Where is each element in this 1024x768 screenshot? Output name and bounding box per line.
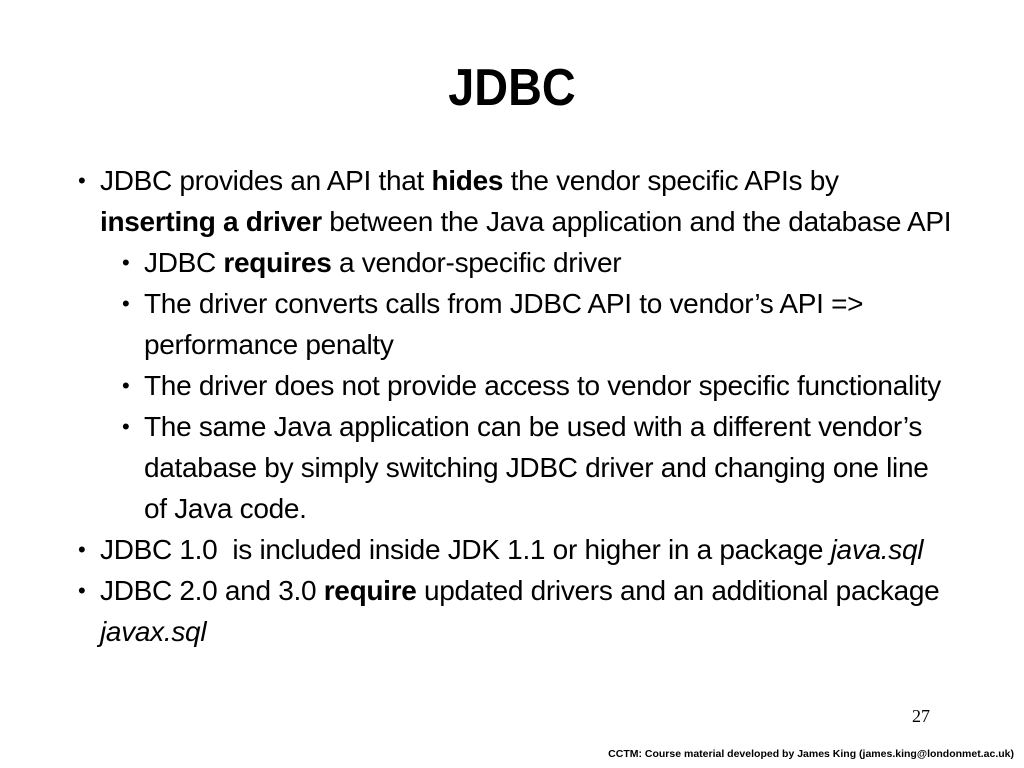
bullet-line: [144, 365, 1024, 406]
footer-credit: CCTM: Course material developed by James King (james.king@londonmet.ac.uk): [608, 748, 1014, 760]
bullet-line: [144, 242, 1024, 283]
bullet-line: [144, 447, 1024, 488]
bullet-line: [100, 160, 1024, 201]
bullet-item: [122, 365, 1024, 406]
text-run: the vendor specific APIs by: [503, 165, 839, 196]
bullet-line: [100, 611, 1024, 652]
text-run: performance penalty: [144, 329, 394, 360]
bullet-line: [144, 406, 1024, 447]
text-run: a vendor-specific driver: [331, 247, 622, 278]
bullet-item: [122, 406, 1024, 529]
bold-text-run: hides: [431, 165, 504, 196]
text-run: JDBC provides an API that: [100, 165, 432, 196]
bold-text-run: require: [323, 575, 417, 606]
bullet-list: [78, 160, 1024, 652]
bullet-line: [144, 324, 1024, 365]
bullet-dot: •: [78, 578, 86, 603]
bold-text-run: requires: [223, 247, 332, 278]
bullet-dot: •: [122, 291, 130, 316]
bullet-line: [100, 570, 1024, 611]
bullet-item: [122, 242, 1024, 283]
text-run: updated drivers and an additional package: [416, 575, 940, 606]
text-run: JDBC: [144, 247, 224, 278]
text-run: of Java code.: [144, 493, 307, 524]
bullet-dot: •: [122, 414, 130, 439]
text-run: The same Java application can be used with a different vendor’s: [144, 411, 923, 442]
bullet-item: [78, 570, 1024, 652]
bullet-dot: •: [78, 537, 86, 562]
text-run: between the Java application and the database API: [321, 206, 952, 237]
bullet-item: [122, 283, 1024, 365]
bullet-item: [78, 160, 1024, 242]
italic-text-run: java.sql: [830, 534, 924, 565]
text-run: The driver converts calls from JDBC API to vendor’s API =>: [144, 288, 864, 319]
bullet-dot: •: [78, 168, 86, 193]
bullet-line: [144, 283, 1024, 324]
text-run: The driver does not provide access to vendor specific functionality: [144, 370, 941, 401]
bullet-line: [100, 529, 1024, 570]
bullet-line: [100, 201, 1024, 242]
bullet-line: [144, 488, 1024, 529]
slide-title: JDBC: [448, 59, 576, 117]
bullet-dot: •: [122, 250, 130, 275]
text-run: JDBC 2.0 and 3.0: [100, 575, 324, 606]
page-number: 27: [912, 706, 930, 726]
bullet-item: [78, 529, 1024, 570]
italic-text-run: javax.sql: [100, 616, 207, 647]
bullet-dot: •: [122, 373, 130, 398]
bold-text-run: inserting a driver: [100, 206, 322, 237]
text-run: database by simply switching JDBC driver and changing one line: [144, 452, 929, 483]
text-run: JDBC 1.0 is included inside JDK 1.1 or higher in a package: [100, 534, 831, 565]
